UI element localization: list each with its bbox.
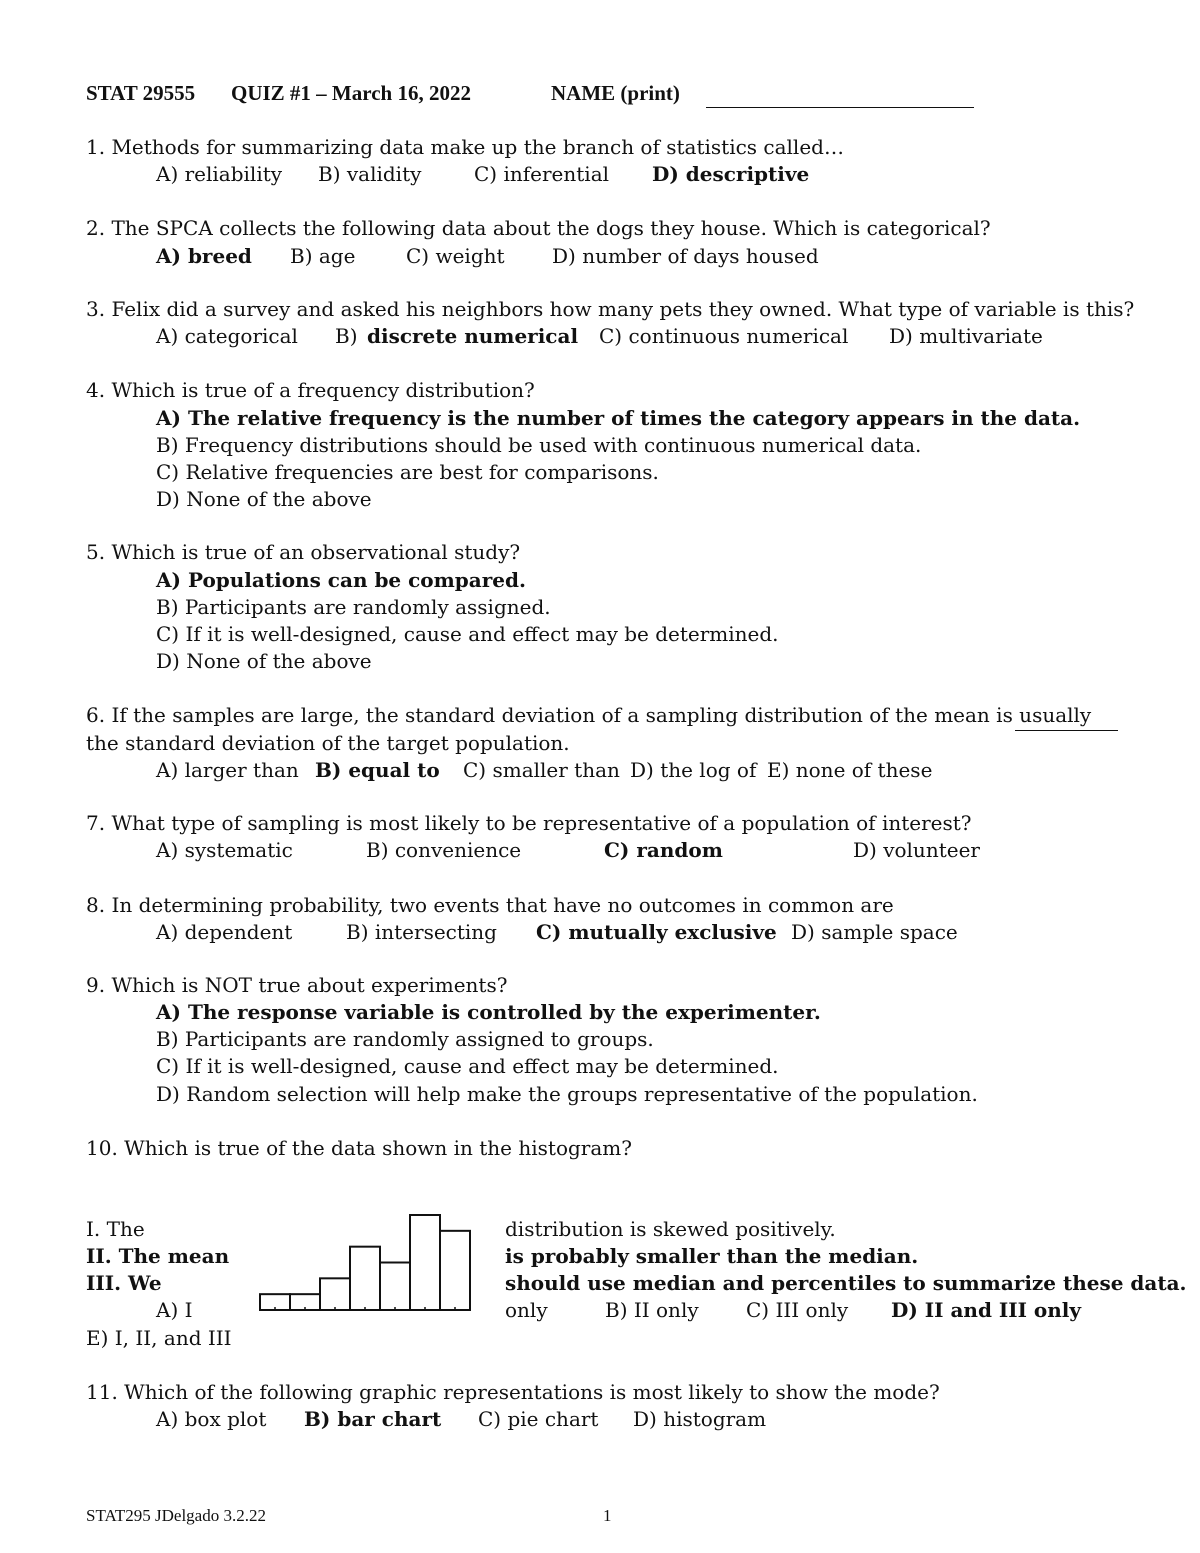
- page-number: 1: [603, 1506, 612, 1525]
- histogram-tick: [364, 1307, 366, 1309]
- question-2-stem: 2. The SPCA collects the following data about the dogs they house. Which is categorical?: [86, 216, 991, 240]
- q3-option-d: D) multivariate: [889, 324, 1043, 348]
- q10-statement-1-left: I. The: [86, 1217, 145, 1241]
- q5-option-c: C) If it is well-designed, cause and effect may be determined.: [156, 622, 779, 646]
- name-label: NAME (print): [551, 81, 680, 105]
- q11-option-a: A) box plot: [156, 1407, 267, 1431]
- q1-option-b: B) validity: [318, 162, 422, 186]
- q10-statement-3-right: should use median and percentiles to summarize these data.: [505, 1271, 1187, 1295]
- question-8-stem: 8. In determining probability, two events that have no outcomes in common are: [86, 893, 894, 917]
- q8-option-d: D) sample space: [791, 920, 958, 944]
- q10-option-a-cont: only: [505, 1298, 548, 1322]
- q2-option-b: B) age: [290, 244, 356, 268]
- q3-option-a: A) categorical: [156, 324, 298, 348]
- q7-option-a: A) systematic: [156, 838, 293, 862]
- q2-option-a: A) breed: [156, 244, 252, 268]
- q9-option-d: D) Random selection will help make the groups representative of the population.: [156, 1082, 978, 1106]
- q7-option-d: D) volunteer: [853, 838, 980, 862]
- q1-option-c: C) inferential: [474, 162, 610, 186]
- q7-option-c: C) random: [604, 838, 723, 862]
- q1-option-d: D) descriptive: [652, 162, 810, 186]
- q10-option-a: A) I: [156, 1298, 193, 1322]
- q6-option-e: E) none of these: [767, 758, 933, 782]
- question-9-stem: 9. Which is NOT true about experiments?: [86, 973, 508, 997]
- q2-option-c: C) weight: [406, 244, 505, 268]
- q9-option-c: C) If it is well-designed, cause and effect may be determined.: [156, 1054, 779, 1078]
- q6-option-d: D) the log of: [630, 758, 757, 782]
- question-6-stem: 6. If the samples are large, the standard deviation of a sampling distribution of the mean is usually: [86, 703, 1092, 727]
- q6-option-b: B) equal to: [315, 758, 440, 782]
- q4-option-d: D) None of the above: [156, 487, 372, 511]
- q11-option-b: B) bar chart: [304, 1407, 442, 1431]
- histogram-bar: [410, 1215, 440, 1310]
- q5-option-b: B) Participants are randomly assigned.: [156, 595, 551, 619]
- histogram-tick: [304, 1307, 306, 1309]
- histogram-bar: [380, 1263, 410, 1311]
- q6-answer-blank[interactable]: [1015, 730, 1118, 731]
- histogram-bar: [350, 1247, 380, 1310]
- q10-option-d: D) II and III only: [891, 1298, 1082, 1322]
- histogram-tick: [334, 1307, 336, 1309]
- course-code: STAT 29555: [86, 81, 196, 105]
- q9-option-b: B) Participants are randomly assigned to groups.: [156, 1027, 654, 1051]
- question-1-stem: 1. Methods for summarizing data make up the branch of statistics called…: [86, 135, 844, 159]
- q4-option-c: C) Relative frequencies are best for comparisons.: [156, 460, 659, 484]
- q8-option-b: B) intersecting: [346, 920, 497, 944]
- q10-option-b: B) II only: [605, 1298, 699, 1322]
- question-4-stem: 4. Which is true of a frequency distribution?: [86, 378, 535, 402]
- q1-option-a: A) reliability: [156, 162, 283, 186]
- q11-option-d: D) histogram: [633, 1407, 767, 1431]
- question-3-stem: 3. Felix did a survey and asked his neighbors how many pets they owned. What type of variable is this?: [86, 297, 1135, 321]
- q8-option-a: A) dependent: [156, 920, 293, 944]
- q9-option-a: A) The response variable is controlled by the experimenter.: [156, 1000, 821, 1024]
- name-blank-line[interactable]: [706, 107, 974, 108]
- q6-option-c: C) smaller than: [463, 758, 620, 782]
- q3-option-b: discrete numerical: [367, 324, 579, 348]
- histogram-tick: [454, 1307, 456, 1309]
- histogram-tick: [394, 1307, 396, 1309]
- q4-option-b: B) Frequency distributions should be used with continuous numerical data.: [156, 433, 922, 457]
- q10-option-c: C) III only: [746, 1298, 849, 1322]
- histogram-bar: [440, 1231, 470, 1310]
- q5-option-a: A) Populations can be compared.: [156, 568, 526, 592]
- q2-option-d: D) number of days housed: [552, 244, 819, 268]
- histogram-tick: [424, 1307, 426, 1309]
- q10-option-e: E) I, II, and III: [86, 1326, 232, 1350]
- q4-option-a: A) The relative frequency is the number of times the category appears in the data.: [156, 406, 1081, 430]
- histogram-tick: [274, 1307, 276, 1309]
- question-11-stem: 11. Which of the following graphic representations is most likely to show the mode?: [86, 1380, 940, 1404]
- question-10-stem: 10. Which is true of the data shown in the histogram?: [86, 1136, 632, 1160]
- quiz-title: QUIZ #1 – March 16, 2022: [231, 81, 471, 105]
- question-7-stem: 7. What type of sampling is most likely to be representative of a population of interest?: [86, 811, 972, 835]
- q11-option-c: C) pie chart: [478, 1407, 599, 1431]
- q7-option-b: B) convenience: [366, 838, 522, 862]
- q3-option-c: C) continuous numerical: [599, 324, 849, 348]
- q10-statement-2-right: is probably smaller than the median.: [505, 1244, 919, 1268]
- q3-option-b-letter: B): [335, 324, 358, 348]
- histogram: [255, 1198, 475, 1318]
- q10-statement-1-right: distribution is skewed positively.: [505, 1217, 836, 1241]
- histogram-bar: [320, 1278, 350, 1310]
- question-6-stem-continued: the standard deviation of the target population.: [86, 731, 570, 755]
- histogram-tick: [469, 1307, 471, 1309]
- q5-option-d: D) None of the above: [156, 649, 372, 673]
- q8-option-c: C) mutually exclusive: [536, 920, 777, 944]
- footer-text: STAT295 JDelgado 3.2.22: [86, 1506, 266, 1525]
- q10-statement-3-left: III. We: [86, 1271, 162, 1295]
- q6-option-a: A) larger than: [156, 758, 299, 782]
- question-5-stem: 5. Which is true of an observational study?: [86, 540, 521, 564]
- q10-statement-2-left: II. The mean: [86, 1244, 230, 1268]
